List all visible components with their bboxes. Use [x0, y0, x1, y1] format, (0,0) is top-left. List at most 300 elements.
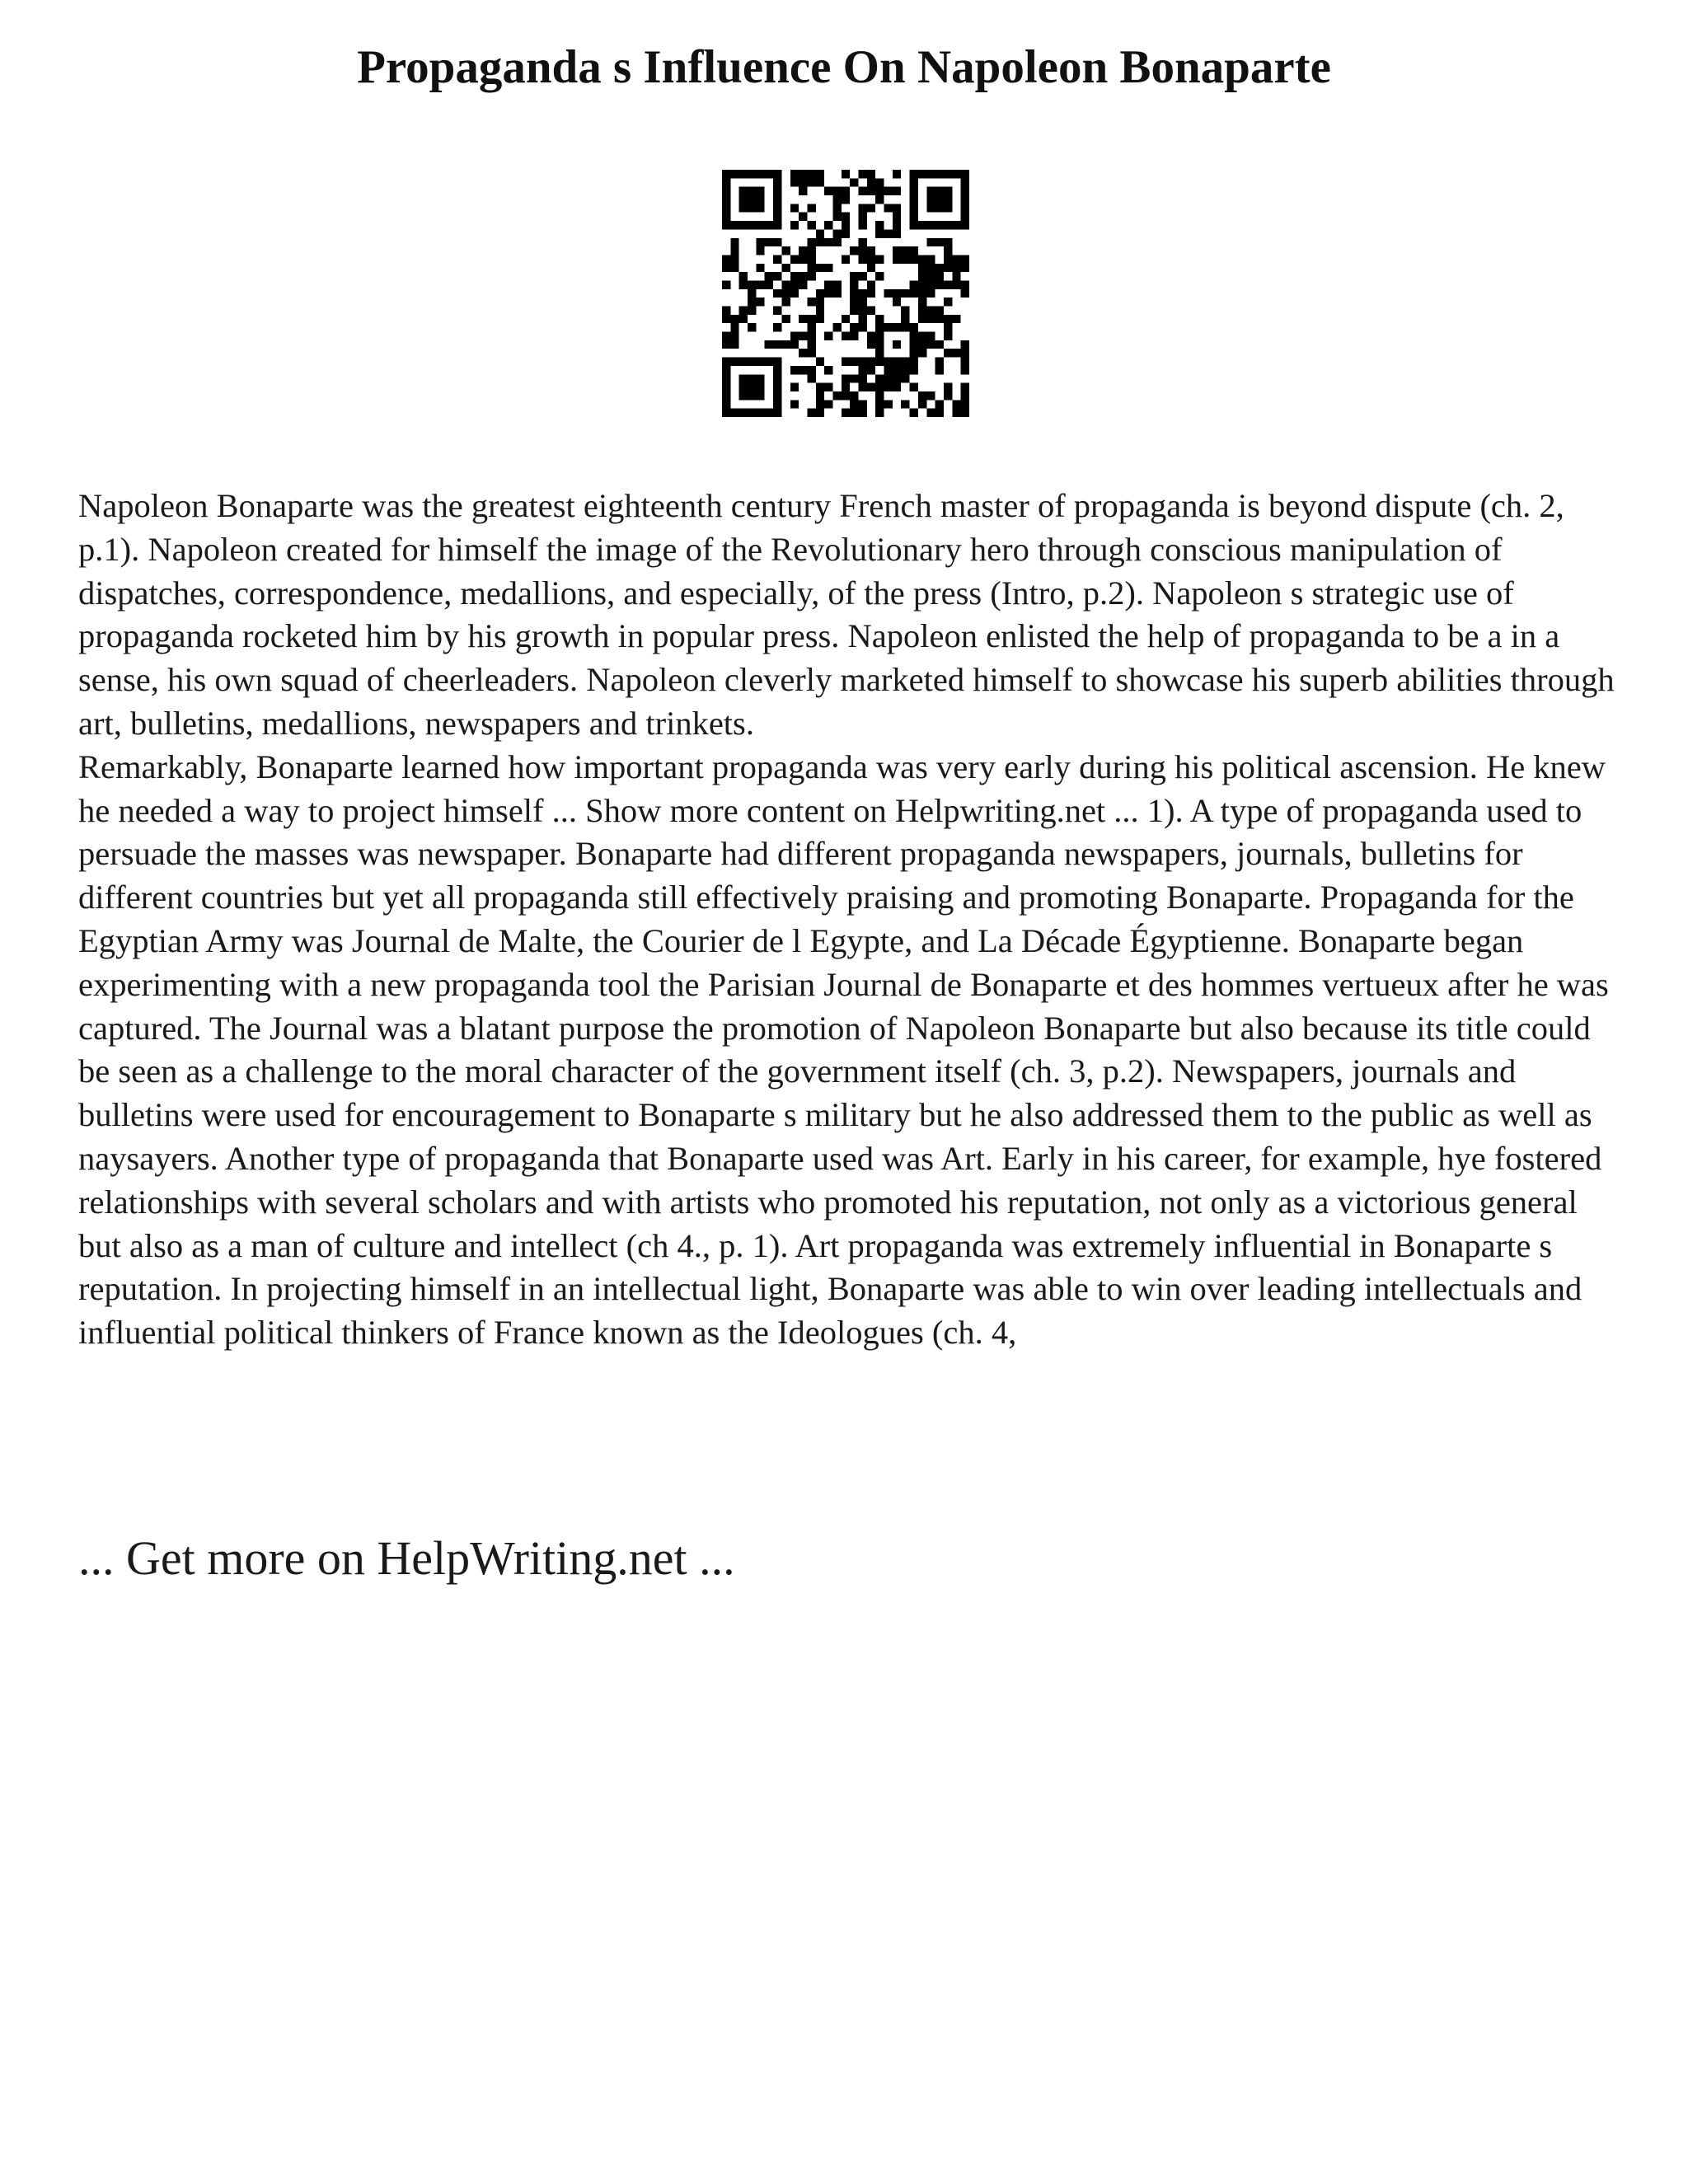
qr-module	[842, 195, 850, 204]
qr-module	[893, 255, 901, 263]
qr-module	[739, 307, 748, 315]
qr-module	[790, 170, 799, 178]
qr-module	[773, 307, 781, 315]
qr-module	[918, 280, 926, 288]
qr-module	[926, 187, 935, 195]
qr-module	[722, 280, 730, 288]
qr-module	[799, 213, 807, 221]
qr-module	[926, 272, 935, 280]
qr-module	[799, 170, 807, 178]
qr-module	[901, 255, 909, 263]
qr-module	[910, 213, 918, 221]
qr-module	[918, 289, 926, 298]
qr-module	[807, 374, 815, 382]
qr-module	[739, 409, 748, 417]
qr-module	[875, 332, 884, 340]
qr-module	[859, 246, 867, 255]
qr-module	[756, 358, 764, 366]
qr-module	[824, 332, 832, 340]
qr-module	[773, 195, 781, 204]
qr-module	[918, 307, 926, 315]
qr-module	[832, 238, 841, 246]
qr-module	[935, 409, 944, 417]
qr-module	[824, 280, 832, 288]
qr-module	[773, 366, 781, 374]
qr-module	[722, 187, 730, 195]
qr-module	[739, 374, 748, 382]
qr-module	[935, 400, 944, 408]
qr-module	[756, 170, 764, 178]
qr-module	[850, 358, 858, 366]
qr-module	[918, 221, 926, 229]
qr-module	[765, 272, 773, 280]
qr-module	[722, 264, 730, 272]
qr-module	[816, 289, 824, 298]
qr-module	[961, 264, 969, 272]
qr-module	[730, 246, 738, 255]
qr-module	[773, 409, 781, 417]
qr-module	[799, 255, 807, 263]
qr-module	[935, 204, 944, 212]
qr-module	[910, 195, 918, 204]
qr-module	[867, 264, 875, 272]
qr-module	[893, 229, 901, 237]
qr-module	[739, 358, 748, 366]
qr-module	[748, 298, 756, 306]
qr-module	[722, 340, 730, 349]
qr-module	[875, 255, 884, 263]
qr-module	[944, 280, 952, 288]
qr-module	[961, 187, 969, 195]
qr-module	[748, 358, 756, 366]
qr-module	[859, 187, 867, 195]
qr-module	[807, 332, 815, 340]
qr-module	[790, 204, 799, 212]
qr-module	[748, 383, 756, 391]
qr-module	[842, 229, 850, 237]
qr-module	[935, 315, 944, 323]
qr-module	[850, 307, 858, 315]
qr-module	[756, 204, 764, 212]
qr-module	[867, 340, 875, 349]
qr-module	[816, 229, 824, 237]
qr-module	[816, 391, 824, 400]
qr-module	[748, 374, 756, 382]
qr-module	[773, 204, 781, 212]
qr-module	[790, 340, 799, 349]
qr-module	[816, 170, 824, 178]
qr-module	[952, 221, 960, 229]
qr-module	[807, 349, 815, 357]
qr-module	[875, 374, 884, 382]
qr-module	[901, 289, 909, 298]
qr-module	[730, 315, 738, 323]
qr-module	[944, 221, 952, 229]
qr-module	[893, 170, 901, 178]
qr-module	[859, 315, 867, 323]
qr-module	[790, 178, 799, 186]
qr-module	[730, 340, 738, 349]
qr-module	[842, 409, 850, 417]
qr-module	[926, 289, 935, 298]
qr-module	[918, 315, 926, 323]
qr-module	[850, 332, 858, 340]
qr-module	[893, 323, 901, 331]
qr-module	[807, 264, 815, 272]
qr-module	[935, 340, 944, 349]
qr-module	[859, 374, 867, 382]
qr-module	[893, 383, 901, 391]
qr-module	[773, 255, 781, 263]
qr-module	[901, 374, 909, 382]
qr-module	[824, 238, 832, 246]
qr-module	[756, 264, 764, 272]
qr-module	[739, 315, 748, 323]
qr-module	[935, 280, 944, 288]
qr-module	[807, 170, 815, 178]
qr-module	[952, 264, 960, 272]
qr-module	[875, 409, 884, 417]
qr-module	[781, 315, 790, 323]
qr-module	[952, 349, 960, 357]
qr-module	[961, 366, 969, 374]
qr-module	[850, 178, 858, 186]
qr-module	[867, 255, 875, 263]
qr-module	[952, 170, 960, 178]
qr-module	[765, 280, 773, 288]
qr-module	[730, 221, 738, 229]
qr-code-graphic	[722, 170, 969, 417]
qr-module	[842, 374, 850, 382]
qr-module	[926, 307, 935, 315]
qr-module	[918, 340, 926, 349]
qr-module	[884, 229, 893, 237]
qr-module	[893, 358, 901, 366]
qr-module	[961, 178, 969, 186]
qr-module	[790, 280, 799, 288]
qr-module	[935, 358, 944, 366]
qr-module	[842, 391, 850, 400]
qr-module	[867, 178, 875, 186]
qr-module	[807, 298, 815, 306]
page-title: Propaganda s Influence On Napoleon Bonaparte	[357, 41, 1331, 93]
qr-module	[893, 366, 901, 374]
qr-module	[790, 383, 799, 391]
qr-module	[722, 366, 730, 374]
qr-module	[884, 323, 893, 331]
qr-module	[952, 272, 960, 280]
article-body	[78, 485, 1628, 1355]
qr-module	[781, 280, 790, 288]
qr-module	[807, 178, 815, 186]
qr-module	[739, 391, 748, 400]
qr-module	[722, 374, 730, 382]
qr-module	[824, 400, 832, 408]
qr-module	[926, 264, 935, 272]
qr-module	[918, 349, 926, 357]
qr-module	[935, 264, 944, 272]
qr-module	[893, 340, 901, 349]
qr-module	[875, 221, 884, 229]
qr-module	[799, 332, 807, 340]
qr-module	[781, 289, 790, 298]
qr-module	[722, 213, 730, 221]
qr-module	[901, 323, 909, 331]
qr-module	[842, 315, 850, 323]
qr-module	[944, 383, 952, 391]
qr-module	[910, 221, 918, 229]
qr-module	[799, 178, 807, 186]
qr-module	[781, 264, 790, 272]
qr-module	[961, 349, 969, 357]
qr-module	[935, 195, 944, 204]
qr-module	[842, 187, 850, 195]
qr-module	[867, 170, 875, 178]
qr-module	[756, 195, 764, 204]
qr-module	[790, 332, 799, 340]
qr-module	[850, 272, 858, 280]
qr-module	[910, 332, 918, 340]
qr-module	[961, 340, 969, 349]
qr-module	[832, 391, 841, 400]
qr-module	[756, 238, 764, 246]
qr-module	[935, 170, 944, 178]
qr-module	[722, 178, 730, 186]
qr-module	[910, 187, 918, 195]
qr-module	[961, 255, 969, 263]
qr-module	[722, 391, 730, 400]
qr-module	[884, 204, 893, 212]
qr-module	[773, 272, 781, 280]
qr-module	[901, 246, 909, 255]
qr-module	[926, 204, 935, 212]
qr-module	[952, 315, 960, 323]
qr-module	[722, 204, 730, 212]
qr-module	[961, 204, 969, 212]
qr-module	[867, 246, 875, 255]
qr-module	[722, 315, 730, 323]
qr-module	[756, 383, 764, 391]
qr-module	[730, 170, 738, 178]
qr-module	[910, 255, 918, 263]
qr-module	[816, 315, 824, 323]
qr-module	[935, 221, 944, 229]
qr-module	[893, 298, 901, 306]
qr-module	[765, 358, 773, 366]
qr-module	[910, 178, 918, 186]
qr-module	[910, 204, 918, 212]
qr-module	[748, 391, 756, 400]
qr-module	[748, 204, 756, 212]
qr-module	[859, 400, 867, 408]
qr-module	[935, 238, 944, 246]
qr-module	[867, 332, 875, 340]
qr-module	[799, 315, 807, 323]
qr-module	[799, 187, 807, 195]
qr-module	[910, 358, 918, 366]
qr-module	[893, 374, 901, 382]
qr-module	[730, 409, 738, 417]
qr-module	[850, 280, 858, 288]
qr-module	[875, 391, 884, 400]
qr-code-icon[interactable]	[722, 170, 969, 417]
qr-module	[893, 187, 901, 195]
qr-module	[867, 307, 875, 315]
qr-module	[807, 204, 815, 212]
qr-module	[773, 289, 781, 298]
qr-module	[867, 383, 875, 391]
qr-module	[901, 315, 909, 323]
qr-module	[867, 358, 875, 366]
qr-module	[944, 391, 952, 400]
qr-module	[884, 374, 893, 382]
qr-module	[765, 340, 773, 349]
qr-module	[824, 289, 832, 298]
qr-module	[961, 391, 969, 400]
qr-module	[952, 255, 960, 263]
qr-module	[850, 289, 858, 298]
qr-module	[935, 366, 944, 374]
qr-module	[816, 409, 824, 417]
qr-module	[824, 187, 832, 195]
qr-module	[859, 255, 867, 263]
qr-module	[722, 358, 730, 366]
qr-module	[926, 170, 935, 178]
qr-module	[944, 349, 952, 357]
qr-module	[773, 170, 781, 178]
qr-module	[875, 340, 884, 349]
qr-module	[739, 204, 748, 212]
qr-module	[756, 409, 764, 417]
qr-module	[875, 323, 884, 331]
qr-module	[910, 246, 918, 255]
qr-module	[961, 221, 969, 229]
qr-module	[926, 409, 935, 417]
qr-module	[893, 204, 901, 212]
get-more-link[interactable]: ... Get more on HelpWriting.net ...	[78, 1531, 735, 1585]
qr-module	[918, 255, 926, 263]
qr-module	[807, 246, 815, 255]
qr-module	[884, 358, 893, 366]
qr-module	[935, 187, 944, 195]
qr-module	[884, 289, 893, 298]
qr-module	[807, 315, 815, 323]
qr-module	[850, 374, 858, 382]
qr-module	[910, 340, 918, 349]
qr-module	[773, 323, 781, 331]
qr-module	[730, 323, 738, 331]
qr-module	[926, 255, 935, 263]
qr-module	[910, 383, 918, 391]
qr-module	[773, 238, 781, 246]
qr-module	[918, 264, 926, 272]
qr-module	[901, 358, 909, 366]
qr-module	[790, 221, 799, 229]
qr-module	[756, 391, 764, 400]
qr-module	[756, 298, 764, 306]
qr-module	[832, 289, 841, 298]
qr-module	[730, 358, 738, 366]
qr-module	[875, 400, 884, 408]
qr-module	[859, 213, 867, 221]
qr-module	[824, 366, 832, 374]
qr-module	[722, 409, 730, 417]
qr-module	[859, 221, 867, 229]
qr-module	[739, 383, 748, 391]
qr-module	[952, 280, 960, 288]
qr-module	[918, 332, 926, 340]
qr-module	[748, 170, 756, 178]
qr-module	[748, 187, 756, 195]
qr-module	[875, 229, 884, 237]
qr-module	[910, 366, 918, 374]
qr-module	[859, 204, 867, 212]
qr-module	[859, 383, 867, 391]
qr-module	[790, 272, 799, 280]
qr-module	[875, 315, 884, 323]
qr-module	[824, 221, 832, 229]
qr-module	[765, 221, 773, 229]
qr-module	[867, 280, 875, 288]
qr-module	[850, 391, 858, 400]
qr-module	[730, 332, 738, 340]
qr-module	[961, 280, 969, 288]
qr-module	[867, 366, 875, 374]
qr-module	[961, 195, 969, 204]
qr-module	[850, 246, 858, 255]
qr-module	[884, 187, 893, 195]
qr-module	[901, 366, 909, 374]
qr-module	[824, 383, 832, 391]
qr-module	[739, 280, 748, 288]
qr-module	[832, 280, 841, 288]
qr-module	[722, 221, 730, 229]
qr-module	[816, 307, 824, 315]
qr-module	[739, 221, 748, 229]
qr-module	[722, 400, 730, 408]
qr-module	[918, 298, 926, 306]
qr-module	[893, 289, 901, 298]
qr-module	[730, 238, 738, 246]
article-paragraph-1: Napoleon Bonaparte was the greatest eighteenth century French master of propaganda is beyond dispute (ch. 2, p.1). Napoleon created for himself the image of the Revolutionary hero through conscious manipulation of dispatches, correspondence, medallions, and especially, of the press (Intro, p.2). Napoleon s strategic use of propaganda rocketed him by his growth in popular press. Napoleon enlisted the help of propaganda to be a in a sense, his own squad of cheerleaders. Napoleon cleverly marketed himself to showcase his superb abilities through art, bulletins, medallions, newspapers and trinkets.	[78, 487, 1615, 742]
qr-module	[926, 391, 935, 400]
qr-module	[790, 366, 799, 374]
qr-module	[781, 246, 790, 255]
qr-module	[842, 332, 850, 340]
qr-module	[799, 246, 807, 255]
qr-module	[790, 400, 799, 408]
qr-module	[875, 178, 884, 186]
qr-module	[816, 400, 824, 408]
qr-module	[773, 383, 781, 391]
qr-module	[756, 280, 764, 288]
qr-module	[926, 195, 935, 204]
qr-module	[910, 280, 918, 288]
qr-module	[722, 307, 730, 315]
qr-module	[859, 366, 867, 374]
qr-module	[961, 170, 969, 178]
qr-module	[781, 298, 790, 306]
qr-module	[918, 400, 926, 408]
qr-module	[944, 323, 952, 331]
qr-module	[722, 195, 730, 204]
qr-module	[807, 340, 815, 349]
qr-module	[722, 332, 730, 340]
qr-module	[875, 349, 884, 357]
qr-module	[918, 391, 926, 400]
qr-module	[807, 366, 815, 374]
qr-module	[842, 383, 850, 391]
